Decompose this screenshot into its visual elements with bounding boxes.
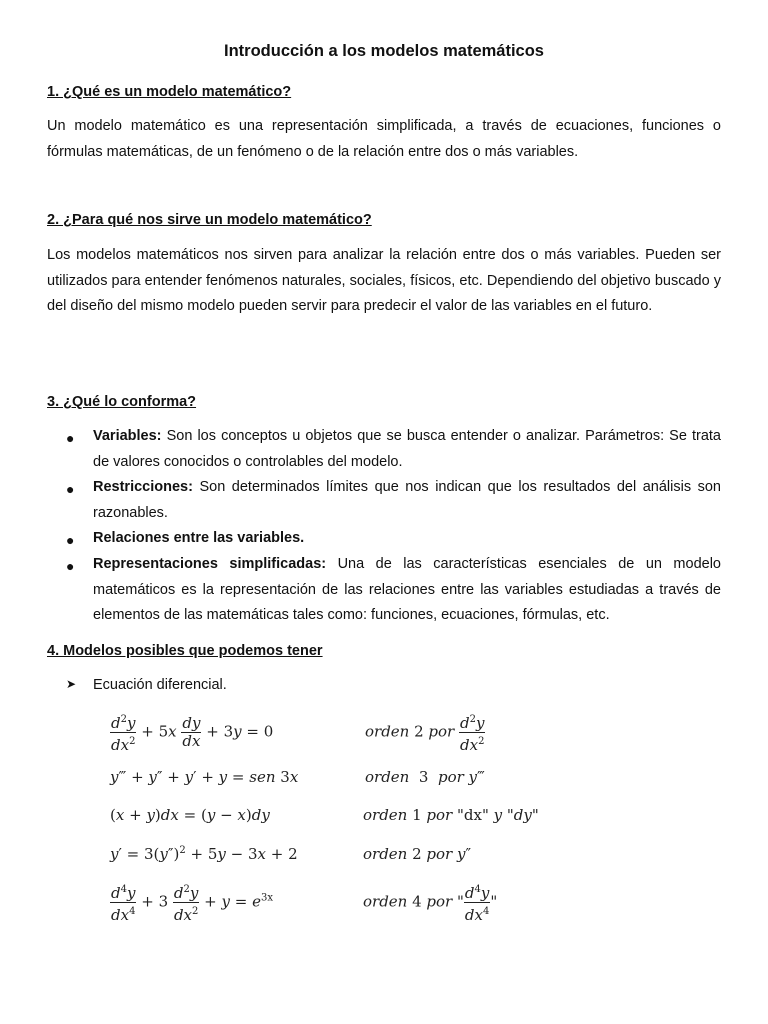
equation-3: (x + y)dx = (y − x)dy (110, 806, 270, 824)
list-item-term: Variables: (93, 428, 162, 444)
equation-4-order: orden 2 por y″ (363, 845, 472, 863)
equation-2: y‴ + y″ + y′ + y = sen 3x (110, 768, 299, 786)
equation-5: $\frac{d^4y}{dx^4}$ + 3 $\frac{d^2y}{dx^2}$ + $y = e^{3x}$ (110, 881, 273, 924)
equation-4: $y' = 3(y'')^2 + 5y - 3x + 2$ (110, 845, 298, 863)
equation-3-order: orden 1 por "dx" y "dy" (363, 806, 539, 824)
subitem-differential-equation: Ecuación diferencial. (93, 677, 227, 693)
section-4-heading: 4. Modelos posibles que podemos tener (47, 643, 323, 659)
bullet-icon: ● (66, 558, 75, 574)
list-item-term: Restricciones: (93, 479, 193, 495)
list-item-text: Son determinados límites que nos indican que los resultados del análisis son razonables. (93, 479, 721, 521)
list-item-term: Representaciones simplificadas: (93, 556, 327, 572)
equation-2-order: orden 3 por y‴ (365, 768, 485, 786)
list-item-term: Relaciones entre las variables. (93, 530, 305, 546)
list-item-text: Son los conceptos u objetos que se busca entender o analizar. Parámetros: Se trata de valores conocidos o controlables del modelo. (93, 428, 721, 470)
section-1-text: Un modelo matemático es una representación simplificada, a través de ecuaciones, funciones o fórmulas matemáticas, de un fenómeno o de la relación entre dos o más variables. (47, 118, 721, 160)
arrow-bullet-icon: ➤ (66, 677, 77, 691)
list-item (93, 475, 721, 526)
section-2-heading: 2. ¿Para qué nos sirve un modelo matemático? (47, 212, 372, 228)
equation-1-order: orden 2 por $\frac{d^2y}{dx^2}$ (365, 711, 485, 754)
section-1-heading: 1. ¿Qué es un modelo matemático? (47, 84, 292, 100)
bullet-icon: ● (66, 481, 75, 497)
equation-1: $\frac{d^2y}{dx^2}$ + 5x $\frac{dy}{dx}$ + 3y = 0 (110, 711, 273, 754)
equation-1-text (0, 0, 1, 1)
list-item (93, 424, 721, 475)
section-2-text: Los modelos matemáticos nos sirven para analizar la relación entre dos o más variables. Pueden ser utilizados para entender fenómenos naturales, sociales, físicos, etc. Dependiendo del objetivo buscado y del diseño del mismo modelo pueden servir para predecir el valor de las variables en el futuro. (47, 247, 721, 314)
list-item (93, 526, 721, 552)
page-title: Introducción a los modelos matemáticos (224, 42, 544, 60)
equation-5-order: orden 4 por " $\frac{d^4y}{dx^4}$ " (363, 881, 497, 924)
list-item (93, 552, 721, 629)
list-item-text: Una de las características esenciales de un modelo matemáticos es la representación de las relaciones entre las variables estudiadas a través de elementos de las matemáticas tales como: funciones, ecuaciones, fórmulas, etc. (93, 556, 721, 623)
bullet-icon: ● (66, 430, 75, 446)
section-3-heading: 3. ¿Qué lo conforma? (47, 394, 197, 410)
bullet-icon: ● (66, 532, 75, 548)
